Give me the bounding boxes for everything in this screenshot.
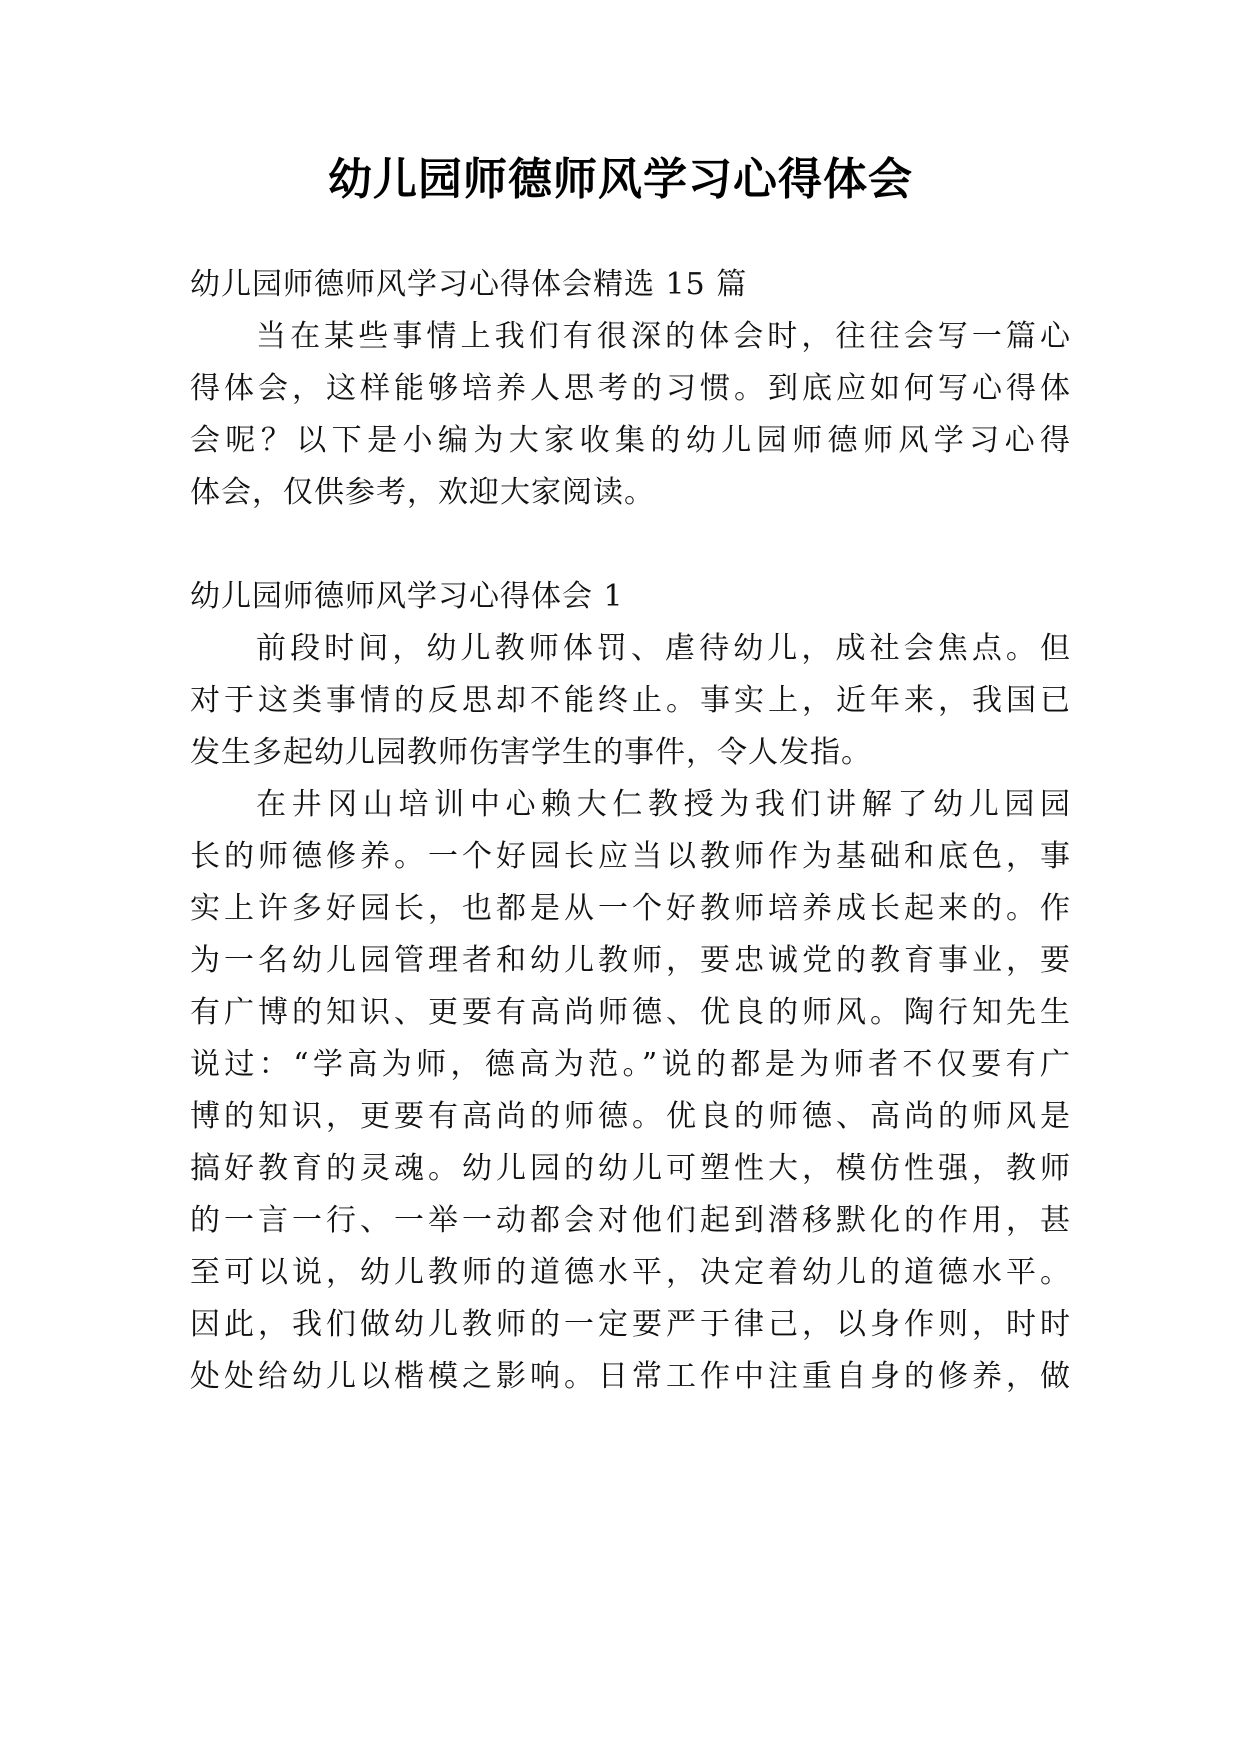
paragraph-line: 在井冈山培训中心赖大仁教授为我们讲解了幼儿园园 <box>256 787 1070 822</box>
paragraph-line: 搞好教育的灵魂。幼儿园的幼儿可塑性大，模仿性强，教师 <box>190 1151 1070 1186</box>
paragraph-line: 的一言一行、一举一动都会对他们起到潜移默化的作用，甚 <box>190 1203 1070 1238</box>
paragraph-line: 博的知识，更要有高尚的师德。优良的师德、高尚的师风是 <box>190 1099 1070 1134</box>
paragraph-line: 为一名幼儿园管理者和幼儿教师，要忠诚党的教育事业，要 <box>190 943 1070 978</box>
intro-line: 当在某些事情上我们有很深的体会时，往往会写一篇心 <box>256 319 1070 354</box>
paragraph-line: 说过：“学高为师，德高为范。”说的都是为师者不仅要有广 <box>190 1047 1070 1082</box>
intro-heading: 幼儿园师德师风学习心得体会精选 15 篇 <box>190 267 748 302</box>
document-title: 幼儿园师德师风学习心得体会 <box>328 154 913 205</box>
paragraph-line: 有广博的知识、更要有高尚师德、优良的师风。陶行知先生 <box>190 995 1070 1030</box>
paragraph-line: 前段时间，幼儿教师体罚、虐待幼儿，成社会焦点。但 <box>256 631 1070 666</box>
paragraph-line: 发生多起幼儿园教师伤害学生的事件，令人发指。 <box>190 735 872 770</box>
paragraph-line: 至可以说，幼儿教师的道德水平，决定着幼儿的道德水平。 <box>190 1255 1070 1290</box>
paragraph-line: 处处给幼儿以楷模之影响。日常工作中注重自身的修养，做 <box>190 1359 1070 1394</box>
paragraph-line: 实上许多好园长，也都是从一个好教师培养成长起来的。作 <box>190 891 1070 926</box>
section-heading: 幼儿园师德师风学习心得体会 1 <box>190 579 624 614</box>
paragraph-line: 长的师德修养。一个好园长应当以教师作为基础和底色，事 <box>190 839 1070 874</box>
intro-line: 体会，仅供参考，欢迎大家阅读。 <box>190 475 655 510</box>
paragraph-line: 对于这类事情的反思却不能终止。事实上，近年来，我国已 <box>190 683 1070 718</box>
paragraph-line: 因此，我们做幼儿教师的一定要严于律己，以身作则，时时 <box>190 1307 1070 1342</box>
intro-line: 会呢？以下是小编为大家收集的幼儿园师德师风学习心得 <box>190 423 1070 458</box>
intro-line: 得体会，这样能够培养人思考的习惯。到底应如何写心得体 <box>190 371 1070 406</box>
